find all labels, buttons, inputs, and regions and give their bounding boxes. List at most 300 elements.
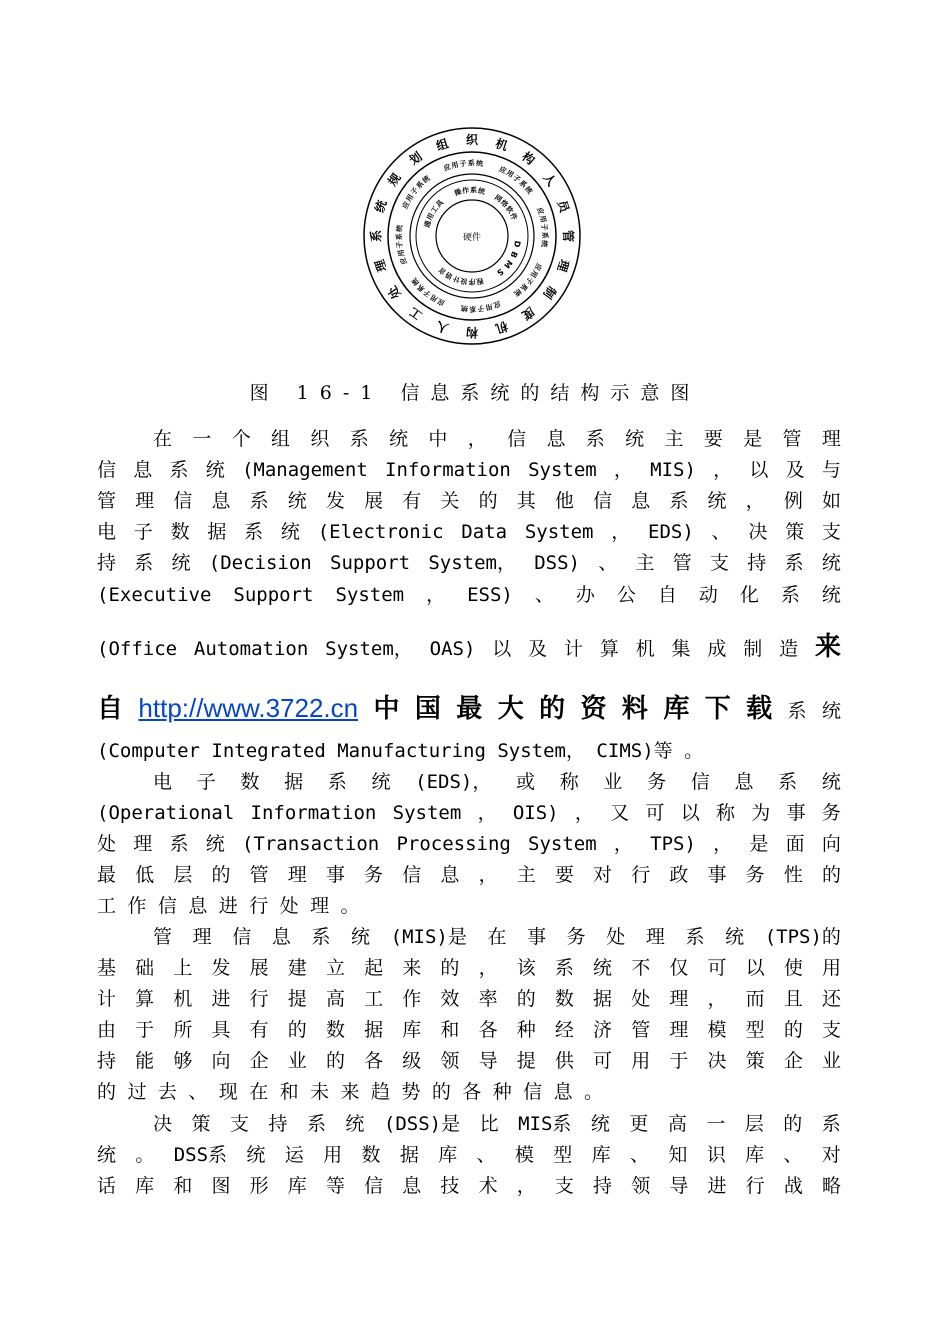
text-token: ， [613,459,633,481]
text-token: 计 [97,988,117,1010]
text-token: 等 [325,1175,345,1197]
text-token: 统 [280,521,300,543]
text-token: 性 [783,864,803,886]
text-token: 造 [779,638,799,660]
text-token: 系 [169,833,189,855]
text-token: 以 [680,802,700,824]
text-token: 自 [657,584,677,606]
text-token: 由 [97,1019,117,1041]
text-token: ESS) [467,584,513,606]
text-token: 个 [231,428,251,450]
text-token: 如 [821,490,841,512]
text-line [153,767,841,794]
text-token: (MIS)是 [390,926,467,948]
text-token: 据 [364,1019,384,1041]
text-token: 管 [97,490,117,512]
text-token: 息 [734,771,754,793]
text-token: ， [478,864,498,886]
diagram-char: 子 [422,287,433,299]
text-token: 信 [593,490,613,512]
diagram-char: 机 [493,318,510,336]
diagram-char: 言 [437,265,448,277]
text-token: 统 [371,771,391,793]
diagram-char: 划 [406,149,425,168]
diagram-char: M [501,258,514,271]
text-token: 库 [591,1144,611,1166]
text-token: 系 [306,1113,326,1135]
text-token: 的 [440,957,460,979]
text-token: 可 [645,802,665,824]
text-token: 统 [205,833,225,855]
text-token: 的 [516,988,536,1010]
text-token: 进 [707,1175,727,1197]
text-token: ， [713,459,733,481]
text-token: 于 [135,1019,155,1041]
text-line [97,486,841,513]
diagram-char: S [495,266,506,278]
text-token: 够 [173,1050,193,1072]
text-token: 统 [821,700,841,722]
diagram-char: 统 [523,185,534,196]
text-token: 算 [599,638,619,660]
diagram-char: 应 [436,296,447,307]
text-token: 息 [271,926,291,948]
text-token: 统 [821,584,841,606]
text-token: 图 [211,1175,231,1197]
text-token: 办 [575,584,595,606]
text-token: 数 [361,1144,381,1166]
text-token: 例 [783,490,803,512]
text-token: System [524,521,594,543]
text-token: 务 [745,864,765,886]
text-token: 支 [229,1113,249,1135]
text-token: 识 [706,1144,726,1166]
text-line [97,1171,841,1198]
text-line [153,424,841,451]
text-token: 的 [783,1113,803,1135]
text-token: 系 [169,459,189,481]
diagram-char: 作 [461,186,470,196]
text-token: 他 [554,490,574,512]
diagram-char: 度 [519,304,538,323]
text-token: ， [478,957,498,979]
text-token: 与 [821,459,841,481]
text-token: 理 [192,926,212,948]
text-token: 统 [725,926,745,948]
text-line [97,953,841,980]
diagram-char: 通 [423,219,433,229]
diagram-char: 管 [560,229,575,243]
text-token: (Management [241,459,368,481]
text-token: 其 [516,490,536,512]
text-token: 层 [744,1113,764,1135]
text-line [153,1109,841,1136]
diagram-char: 统 [395,224,405,233]
text-token: 决 [707,1050,727,1072]
text-token: 电 [97,521,117,543]
text-token: 管 [249,864,269,886]
diagram-char: 子 [539,223,549,232]
text-token: 处 [631,988,651,1010]
text-token: 数 [325,1019,345,1041]
text-token: 及 [785,459,805,481]
text-token: 能 [135,1050,155,1072]
text-line [97,798,841,825]
text-token: 展 [364,490,384,512]
text-line [153,922,841,949]
diagram-char: 子 [511,173,522,185]
text-token: 库 [287,1175,307,1197]
text-token: 、 [711,521,731,543]
diagram-char: 系 [415,282,427,294]
text-token: 库 [402,1019,422,1041]
text-token: 高 [325,988,345,1010]
text-token: Automation [193,638,309,660]
text-token: 处 [97,833,117,855]
text-line [97,1046,841,1073]
text-token: ， [467,428,487,450]
text-token: 事 [325,864,345,886]
text-token: 种 [516,1019,536,1041]
text-token: 领 [631,1175,651,1197]
text-token: 统 [287,490,307,512]
text-token: 理 [669,988,689,1010]
promo-text: 库 [663,694,690,724]
text-token: 系 [787,700,807,722]
promo-text: 国 [414,694,441,724]
diagram-char: 设 [459,276,469,286]
diagram-char: 工 [406,304,425,323]
diagram-char: 操 [453,187,463,198]
text-token: 进 [211,988,231,1010]
text-token: 统 [593,957,613,979]
text-token: 关 [440,490,460,512]
text-token: 计 [563,638,583,660]
text-token: 子 [196,771,216,793]
diagram-char: 系 [540,231,549,239]
diagram-char: 络 [498,198,510,210]
text-token: 系 [780,584,800,606]
promo-text: 大 [497,694,524,724]
text-token: 的 [478,490,498,512]
text-token: 更 [629,1113,649,1135]
text-token: 管 [153,926,173,948]
text-token: 供 [554,1050,574,1072]
text-line [97,1015,841,1042]
text-token: 的 [821,864,841,886]
text-token: 统 [821,552,841,574]
diagram-char: 人 [434,318,451,336]
text-token: 的 [783,1019,803,1041]
text-token: 管 [782,428,802,450]
text-token: 和 [440,1019,460,1041]
text-token: 库 [135,1175,155,1197]
diagram-char: 系 [469,186,478,195]
text-token: 最 [97,864,117,886]
text-token: 还 [821,988,841,1010]
promo-text: 载 [746,694,773,724]
text-token: 支 [554,1175,574,1197]
text-token: 技 [440,1175,460,1197]
diagram-char: 子 [395,240,405,249]
text-token: 持 [747,552,767,574]
text-token: 的 [211,864,231,886]
promo-text: 料 [621,694,648,724]
diagram-char: 用 [429,292,440,304]
text-token: 建 [287,957,307,979]
diagram-char: 应 [497,165,508,176]
diagram-char: 具 [434,198,446,210]
text-token: 策 [745,1050,765,1072]
text-token: 领 [440,1050,460,1072]
text-token: 略 [821,1175,841,1197]
text-token: 组 [271,428,291,450]
text-token: 比 [479,1113,499,1135]
text-token: 各 [364,1050,384,1072]
text-token: 务 [364,864,384,886]
text-token: 向 [211,1050,231,1072]
hardware-label: 硬件 [462,233,482,243]
text-token: 持 [593,1175,613,1197]
text-token: 企 [249,1050,269,1072]
promo-text: 的 [539,694,566,724]
text-token: 务 [566,926,586,948]
text-token: 决 [153,1113,173,1135]
text-token: 理 [133,833,153,855]
diagram-char: 语 [444,270,455,281]
diagram-char: D [511,239,523,248]
diagram-char: 机 [493,136,510,154]
text-token: 理 [287,864,307,886]
text-line [97,1140,841,1167]
text-token: 策 [785,521,805,543]
text-token: 且 [783,988,803,1010]
text-token: 或 [516,771,536,793]
text-token: 统 [97,1144,117,1166]
diagram-char: 统 [475,159,484,169]
text-token: 统 [246,1144,266,1166]
diagram-char: 应 [492,299,502,310]
text-token: 持 [97,1050,117,1072]
text-token: 战 [783,1175,803,1197]
text-token: 的 [325,1050,345,1072]
text-token: 又 [610,802,630,824]
text-token: 所 [173,1019,193,1041]
diagram-char: 用 [425,211,436,222]
text-token: 于 [669,1050,689,1072]
text-token: 系 [685,926,705,948]
diagram-char: 系 [469,304,477,313]
information-system-structure-diagram [360,124,584,348]
diagram-char: 子 [476,303,485,313]
text-token: 级 [402,1050,422,1072]
diagram-char: 系 [369,229,384,243]
text-token: (Transaction [241,833,380,855]
diagram-char: 用 [537,214,548,224]
text-token: 用 [821,957,841,979]
text-token: 经 [554,1019,574,1041]
diagram-char: 工 [429,204,440,216]
text-token: 业 [287,1050,307,1072]
text-line [97,455,841,482]
text-token: MIS系 [518,1113,572,1135]
text-line [97,626,841,663]
text-token: 息 [546,428,566,450]
text-token: (Executive [97,584,212,606]
text-token: 信 [690,771,710,793]
text-token: 策 [191,1113,211,1135]
text-token: ， [611,521,631,543]
text-token: 行 [249,988,269,1010]
promo-text: 中 [373,694,400,724]
text-token: 机 [635,638,655,660]
text-token: 对 [821,1144,841,1166]
text-token: 对 [593,864,613,886]
text-token: 在 [153,428,173,450]
diagram-char: B [508,249,520,260]
text-token: 处 [606,926,626,948]
diagram-char: 规 [385,170,404,189]
text-token: 上 [173,957,193,979]
text-token: 系 [585,428,605,450]
text-token: 以 [492,638,512,660]
text-token: 而 [745,988,765,1010]
text-token: 系 [778,771,798,793]
text-token: 事 [786,802,806,824]
text-token: 展 [249,957,269,979]
text-token: 型 [553,1144,573,1166]
text-token: 各 [478,1019,498,1041]
text-token: Data [461,521,508,543]
promo-link[interactable]: http://www.3722.cn [138,693,359,723]
text-token: 用 [323,1144,343,1166]
text-token: 提 [287,988,307,1010]
text-token: 来 [402,957,422,979]
text-token: 织 [310,428,330,450]
diagram-char: 用 [528,268,540,279]
text-token: 中 [428,428,448,450]
text-token: 统 [707,490,727,512]
text-token: 据 [399,1144,419,1166]
text-token: 统 [821,771,841,793]
text-token: 机 [173,988,193,1010]
text-token: (EDS)， [415,771,492,793]
text-token: 据 [593,988,613,1010]
text-token: 统 [389,428,409,450]
text-token: 动 [698,584,718,606]
diagram-char: 构 [465,324,479,339]
text-token: 息 [133,459,153,481]
text-token: 仅 [669,957,689,979]
text-token: 可 [707,957,727,979]
text-token: 公 [616,584,636,606]
diagram-char: 计 [451,273,462,284]
promo-text: 最 [456,694,483,724]
text-token: 为 [751,802,771,824]
text-token: 系 [134,552,154,574]
text-token: (Office [97,638,178,660]
text-token: 行 [631,864,651,886]
text-token: Processing [396,833,511,855]
text-token: EDS) [648,521,694,543]
diagram-char: 员 [554,198,572,215]
text-line [97,1077,841,1104]
text-token: Support [330,552,411,574]
text-token: 低 [135,864,155,886]
text-token: 持 [97,552,117,574]
diagram-char: 用 [396,248,407,258]
text-token: 的 [287,1019,307,1041]
diagram-char: 程 [475,276,485,286]
text-token: 业 [821,1050,841,1072]
text-token: Support [233,584,314,606]
text-token: 术 [478,1175,498,1197]
text-token: 库 [745,1144,765,1166]
text-token: 决 [748,521,768,543]
text-token: 可 [593,1050,613,1072]
text-token: Information [385,459,511,481]
diagram-char: 人 [540,170,559,189]
promo-text: 来 [814,632,841,662]
text-token: 子 [133,521,153,543]
text-token: 息 [402,1175,422,1197]
text-token: System， [428,552,516,574]
text-token: (TPS)的 [764,926,841,948]
text-token: 导 [478,1050,498,1072]
text-token: 形 [249,1175,269,1197]
text-token: TPS) [650,833,696,855]
text-token: 、 [629,1144,649,1166]
figure-caption: 图 16-1 信息系统的结构示意图 [249,382,701,404]
text-token: 电 [153,771,173,793]
text-token: 率 [478,988,498,1010]
text-token: 系 [311,926,331,948]
diagram-char: 应 [532,261,543,272]
text-token: 面 [785,833,805,855]
text-token: 向 [821,833,841,855]
text-token: 有 [249,1019,269,1041]
text-token: 用 [631,1050,651,1072]
text-token: 称 [559,771,579,793]
text-token: 理 [669,1019,689,1041]
text-token: 工 [364,988,384,1010]
diagram-char: 用 [504,168,515,180]
diagram-char: 用 [404,193,416,204]
text-token: 政 [669,864,689,886]
diagram-char: 构 [519,149,538,168]
text-token: 使 [783,957,803,979]
text-token: 息 [631,490,651,512]
text-token: 理 [135,490,155,512]
diagram-char: 系 [414,179,426,191]
text-token: DSS系 [173,1144,228,1166]
text-token: 理 [821,428,841,450]
text-token: 集 [671,638,691,660]
text-token: MIS) [650,459,696,481]
text-token: 统 [345,1113,365,1135]
text-token: 话 [97,1175,117,1197]
text-token: 统 [205,459,225,481]
text-token: 要 [703,428,723,450]
text-token: 发 [211,957,231,979]
text-token: (Decision [208,552,312,574]
text-token: 息 [211,490,231,512]
text-token: 事 [707,864,727,886]
text-token: 系 [349,428,369,450]
text-token: 的 过 去 、 现 在 和 未 来 趋 势 的 各 种 信 息 。 [97,1081,604,1103]
diagram-char: 统 [512,287,523,298]
text-token: 提 [516,1050,536,1072]
